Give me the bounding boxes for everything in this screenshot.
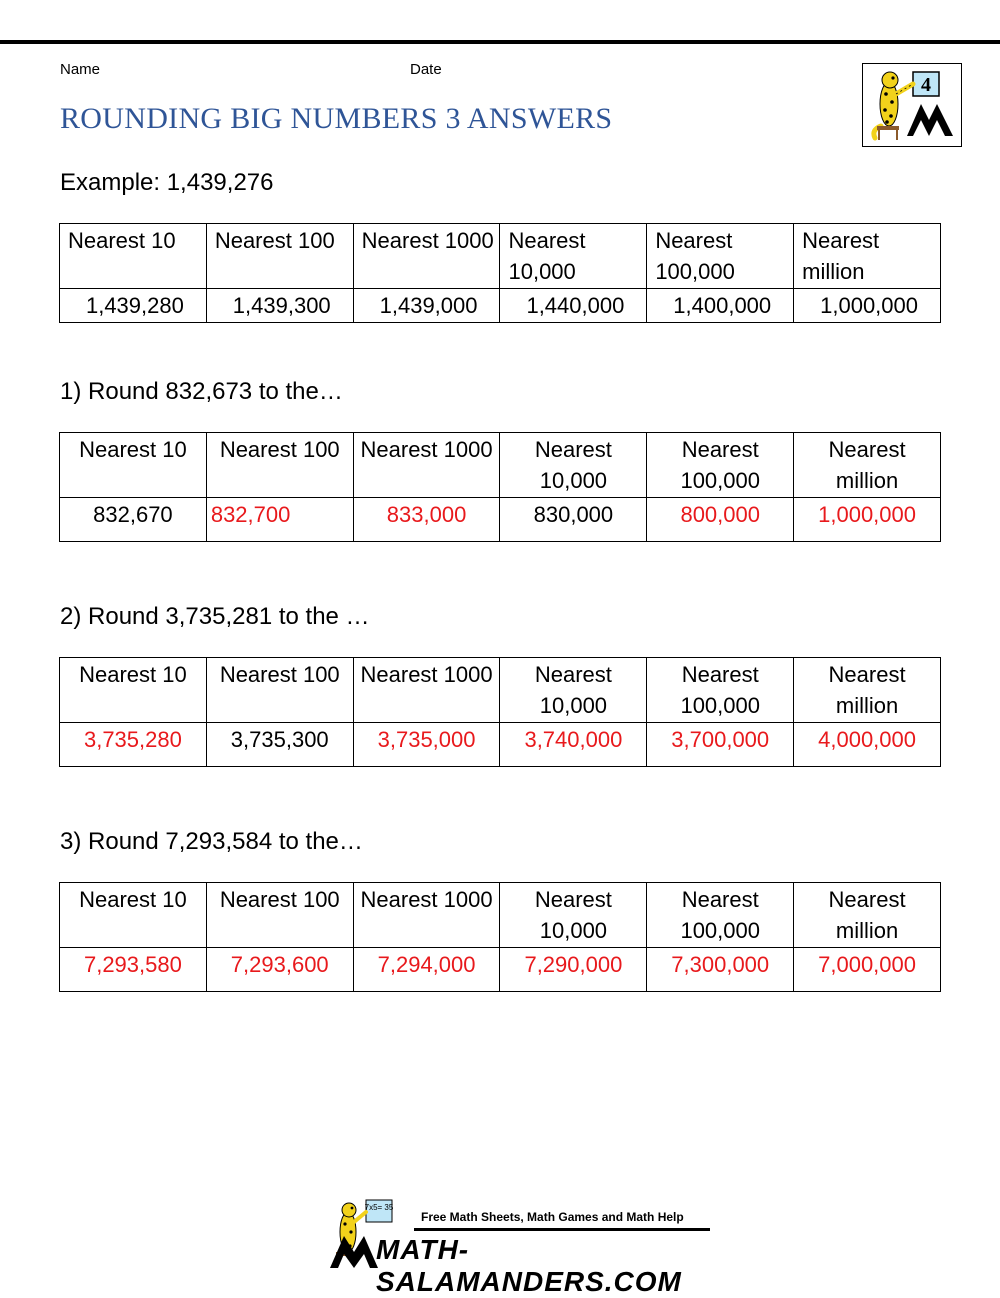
grade-logo [862,63,962,147]
answer-cell: 830,000 [500,498,647,542]
answer-cell: 3,735,300 [206,723,353,767]
column-header: Nearest million [794,433,941,498]
answer-cell: 3,735,000 [353,723,500,767]
column-header: Nearest 100,000 [647,658,794,723]
column-header: Nearest 100,000 [647,883,794,948]
column-header: Nearest 1000 [353,658,500,723]
column-header: Nearest 1000 [353,224,500,289]
question-2-table [59,657,941,767]
date-label: Date [410,61,442,78]
question-1-heading: 1) Round 832,673 to the… [60,378,343,405]
question-3-table [59,882,941,992]
column-header: Nearest 10,000 [500,883,647,948]
answer-cell: 1,000,000 [794,498,941,542]
column-header: Nearest 10,000 [500,433,647,498]
column-header: Nearest 100 [206,224,353,289]
table-row [60,948,941,992]
answer-cell: 7,294,000 [353,948,500,992]
answer-cell: 832,700 [206,498,353,542]
column-header: Nearest 10 [60,883,207,948]
question-1-table [59,432,941,542]
answer-cell: 3,735,280 [60,723,207,767]
column-header: Nearest 1000 [353,433,500,498]
table-header-row [60,883,941,948]
answer-cell: 1,440,000 [500,289,647,323]
table-row [60,289,941,323]
salamander-icon [863,64,963,148]
answer-cell: 7,300,000 [647,948,794,992]
column-header: Nearest million [794,224,941,289]
answer-cell: 800,000 [647,498,794,542]
answer-cell: 833,000 [353,498,500,542]
answer-cell: 1,439,000 [353,289,500,323]
answer-cell: 3,740,000 [500,723,647,767]
column-header: Nearest 100 [206,883,353,948]
answer-cell: 4,000,000 [794,723,941,767]
column-header: Nearest 10 [60,224,207,289]
answer-cell: 832,670 [60,498,207,542]
column-header: Nearest 10 [60,433,207,498]
top-rule [0,40,1000,44]
table-header-row [60,658,941,723]
answer-cell: 1,400,000 [647,289,794,323]
column-header: Nearest 10,000 [500,658,647,723]
answer-cell: 1,439,280 [60,289,207,323]
answer-cell: 7,293,580 [60,948,207,992]
question-2-heading: 2) Round 3,735,281 to the … [60,603,370,630]
example-heading: Example: 1,439,276 [60,169,274,196]
table-header-row [60,433,941,498]
answer-cell: 7,000,000 [794,948,941,992]
table-row [60,498,941,542]
answer-cell: 7,290,000 [500,948,647,992]
footer-logo [326,1198,711,1297]
footer-tagline: Free Math Sheets, Math Games and Math Help [421,1210,684,1224]
column-header: Nearest 10,000 [500,224,647,289]
answer-cell: 3,700,000 [647,723,794,767]
footer-site-name: MATH-SALAMANDERS.COM [376,1234,682,1297]
column-header: Nearest 1000 [353,883,500,948]
table-row [60,723,941,767]
column-header: Nearest 100,000 [647,224,794,289]
answer-cell: 1,439,300 [206,289,353,323]
column-header: Nearest 100 [206,658,353,723]
column-header: Nearest 10 [60,658,207,723]
logo-board-text: 7x5= 35 [364,1203,394,1212]
column-header: Nearest million [794,883,941,948]
column-header: Nearest 100,000 [647,433,794,498]
footer-divider [414,1228,710,1231]
column-header: Nearest million [794,658,941,723]
example-table [59,223,941,323]
question-3-heading: 3) Round 7,293,584 to the… [60,828,363,855]
name-label: Name [60,61,101,78]
column-header: Nearest 100 [206,433,353,498]
answer-cell: 1,000,000 [794,289,941,323]
page-title: ROUNDING BIG NUMBERS 3 ANSWERS [60,102,613,135]
grade-number: 4 [921,74,931,96]
table-header-row [60,224,941,289]
answer-cell: 7,293,600 [206,948,353,992]
